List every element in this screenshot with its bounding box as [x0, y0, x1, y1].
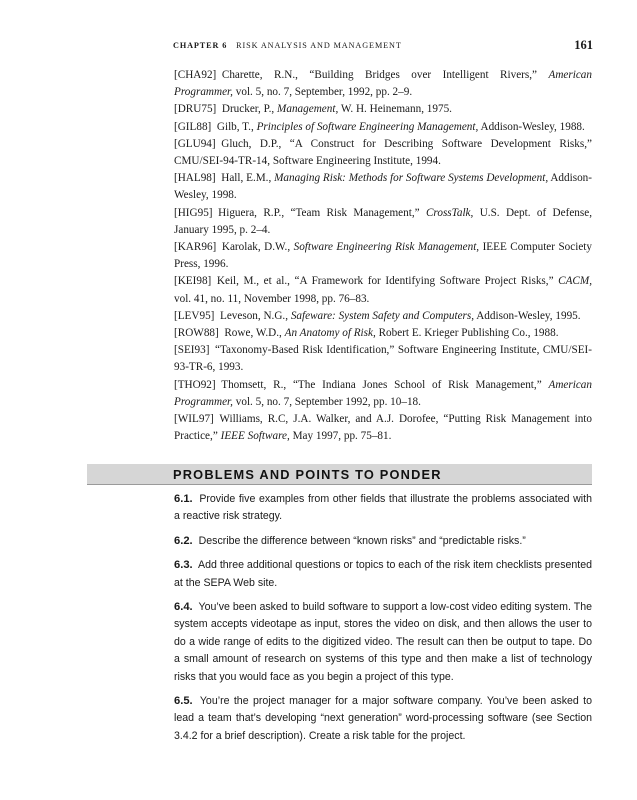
reference-text: Karolak, D.W.,: [221, 241, 294, 254]
running-header: [173, 38, 593, 54]
reference-text: Thomsett, R., “The Indiana Jones School of Risk Management,”: [221, 378, 549, 391]
problem-item: [174, 533, 592, 550]
reference-key: [KEI98]: [174, 275, 212, 288]
problem-text: You’re the project manager for a major software company. You’ve been asked to lead a team that’s developing “next generation” word-processing software (see Section 3.4.2 for a brief description). Create a risk table for the project.: [174, 695, 592, 742]
chapter-label: CHAPTER 6: [173, 41, 228, 50]
reference-key: [GLU94]: [174, 137, 216, 150]
reference-key: [WIL97]: [174, 413, 214, 426]
problem-text: You’ve been asked to build software to support a low-cost video editing system. The system accepts videotape as input, stores the video on disk, and then allows the user to do a wide range of edits to the digitized video. The result can then be output to tape. Do a small amount of research on systems of this type and then make a list of technology risks that you would face as you begin a project of this type.: [174, 601, 592, 683]
reference-key: [KAR96]: [174, 241, 217, 254]
reference-entry: [174, 273, 592, 307]
reference-text: Leveson, N.G.,: [219, 309, 291, 322]
reference-details: Robert E. Krieger Publishing Co., 1988.: [375, 327, 559, 340]
reference-key: [ROW88]: [174, 327, 219, 340]
reference-text: “Taxonomy-Based Risk Identification,” Software Engineering Institute, CMU/SEI-93-TR-6, 1993.: [174, 344, 592, 374]
reference-entry: [174, 101, 592, 118]
reference-details: vol. 5, no. 7, September, 1992, pp. 2–9.: [232, 86, 413, 99]
reference-details: W. H. Heinemann, 1975.: [338, 103, 452, 116]
reference-key: [SEI93]: [174, 344, 210, 357]
reference-source: American Programmer,: [174, 69, 592, 99]
reference-entry: [174, 325, 592, 342]
reference-source: Principles of Software Engineering Management,: [256, 120, 479, 133]
reference-key: [HIG95]: [174, 206, 213, 219]
reference-details: May 1997, pp. 75–81.: [289, 430, 392, 443]
reference-text: Gilb, T.,: [216, 120, 257, 133]
reference-details: IEEE Computer Society Press, 1996.: [174, 241, 592, 271]
problem-number: 6.5.: [174, 695, 193, 708]
problem-number: 6.3.: [174, 559, 193, 572]
reference-source: CACM,: [558, 275, 592, 288]
reference-key: [THO92]: [174, 378, 216, 391]
reference-entry: [174, 308, 592, 325]
problem-number: 6.1.: [174, 493, 193, 505]
reference-text: Drucker, P.,: [221, 103, 278, 116]
reference-details: U.S. Dept. of Defense, January 1995, p. 2–4.: [174, 206, 592, 236]
problem-item: [174, 693, 592, 745]
reference-source: Safeware: System Safety and Computers,: [290, 309, 475, 322]
reference-source: IEEE Software,: [220, 430, 290, 443]
reference-entry: [174, 342, 592, 376]
problem-list: [174, 491, 592, 752]
reference-details: Addison-Wesley, 1995.: [474, 309, 581, 322]
reference-text: Williams, R.C, J.A. Walker, and A.J. Dorofee, “Putting Risk Management into Practice,”: [174, 413, 592, 443]
reference-text: Keil, M., et al., “A Framework for Identifying Software Project Risks,”: [216, 275, 559, 288]
problem-text: Provide five examples from other fields that illustrate the problems associated with a reactive risk strategy.: [174, 493, 592, 523]
problem-number: 6.2.: [174, 534, 193, 547]
reference-entry: [174, 411, 592, 445]
reference-key: [LEV95]: [174, 309, 215, 322]
reference-source: An Anatomy of Risk,: [284, 327, 376, 340]
problem-item: [174, 491, 592, 526]
reference-source: Management,: [277, 103, 339, 116]
reference-source: Managing Risk: Methods for Software Systems Development,: [274, 172, 549, 185]
page-number: 161: [574, 38, 593, 52]
reference-text: Rowe, W.D.,: [224, 327, 285, 340]
problem-text: Describe the difference between “known risks” and “predictable risks.”: [198, 534, 526, 547]
reference-details: vol. 41, no. 11, November 1998, pp. 76–83.: [174, 292, 370, 305]
reference-text: Charette, R.N., “Building Bridges over Intelligent Rivers,”: [221, 69, 549, 81]
reference-key: [HAL98]: [174, 172, 216, 185]
reference-entry: [174, 239, 592, 273]
reference-source: Software Engineering Risk Management,: [293, 241, 480, 254]
problem-item: [174, 599, 592, 686]
reference-entry: [174, 377, 592, 411]
chapter-header: [173, 41, 402, 50]
problem-item: [174, 557, 592, 592]
reference-text: Hall, E.M.,: [221, 172, 275, 185]
reference-details: Addison-Wesley, 1998.: [174, 172, 592, 202]
reference-entry: [174, 67, 592, 101]
reference-details: Addison-Wesley, 1988.: [478, 120, 585, 133]
problem-text: Add three additional questions or topics to each of the risk item checklists presented at the SEPA Web site.: [174, 559, 593, 589]
reference-text: Higuera, R.P., “Team Risk Management,”: [218, 206, 426, 219]
reference-source: American Programmer,: [174, 378, 592, 408]
reference-text: Gluch, D.P., “A Construct for Describing Software Development Risks,” CMU/SEI-94-TR-14, Software Engineering Institute, 1994.: [174, 137, 592, 168]
reference-source: CrossTalk,: [425, 206, 474, 219]
reference-entry: [174, 136, 592, 170]
reference-details: vol. 5, no. 7, September 1992, pp. 10–18.: [232, 395, 421, 408]
reference-list: [174, 67, 592, 445]
reference-entry: [174, 119, 592, 136]
reference-key: [DRU75]: [174, 103, 217, 116]
section-rule: [87, 484, 592, 485]
reference-entry: [174, 205, 592, 239]
reference-key: [GIL88]: [174, 120, 212, 133]
reference-key: [CHA92]: [174, 69, 217, 81]
section-title: PROBLEMS AND POINTS TO PONDER: [173, 467, 442, 482]
chapter-title: RISK ANALYSIS AND MANAGEMENT: [236, 41, 402, 50]
reference-entry: [174, 170, 592, 204]
problem-number: 6.4.: [174, 601, 193, 614]
